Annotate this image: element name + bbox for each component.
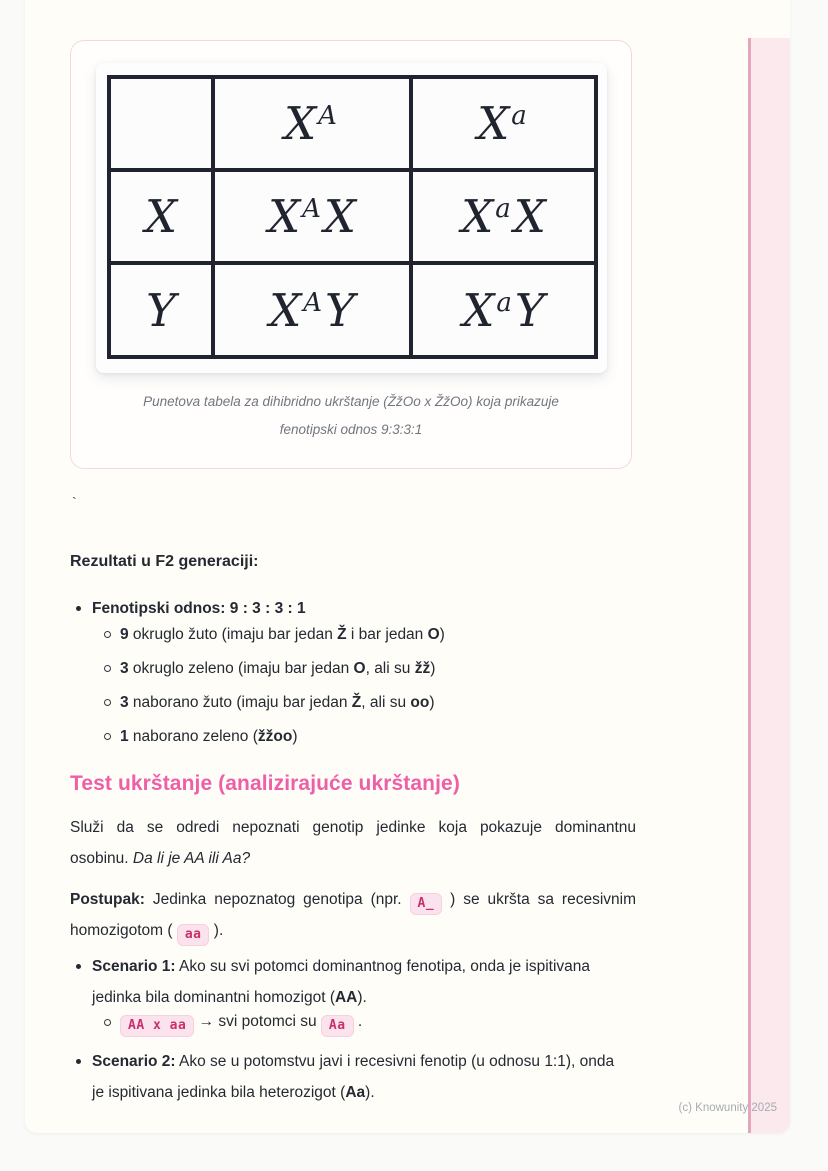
test-crossing-heading: Test ukrštanje (analizirajuće ukrštanje) [70, 772, 460, 795]
paragraph-line: osobinu. Da li je AA ili Aa? [70, 850, 251, 867]
document-page [25, 0, 790, 1133]
list-item-text: Scenario 2: Ako se u potomstvu javi i recesivni fenotip (u odnosu 1:1), onda [92, 1053, 615, 1070]
list-subitem [70, 726, 636, 748]
figure-card [70, 40, 632, 469]
list-subitem-text: 9 okruglo žuto (imaju bar jedan Ž i bar jedan O) [120, 626, 445, 643]
list-subitem [70, 692, 636, 714]
circle-bullet-icon [104, 699, 111, 706]
results-heading: Rezultati u F2 generaciji: [70, 553, 259, 570]
list-subitem-text: AA x aa → svi potomci su Aa . [120, 1008, 636, 1037]
punnett-cell-xAX: $X^AX$ [213, 170, 411, 263]
figure-caption-line2: fenotipski odnos 9:3:3:1 [279, 422, 423, 437]
punnett-table [107, 75, 598, 359]
list-item-text: Fenotipski odnos: 9 : 3 : 3 : 1 [92, 600, 306, 617]
table-row [109, 77, 596, 170]
bullet-icon [76, 1059, 81, 1064]
circle-bullet-icon [104, 631, 111, 638]
table-row [109, 170, 596, 263]
list-subitem-text: 3 okruglo zeleno (imaju bar jedan O, ali su žž) [120, 660, 436, 677]
circle-bullet-icon [104, 1019, 111, 1026]
list-item-text: Scenario 1: Ako su svi potomci dominantnog fenotipa, onda je ispitivana [92, 958, 591, 975]
list-item [70, 956, 636, 978]
list-subitem-text: 1 naborano zeleno (žžoo) [120, 728, 298, 745]
list-item [70, 598, 636, 620]
list-subitem [70, 1008, 636, 1037]
list-subitem [70, 624, 636, 646]
punnett-cell-xAY: $X^AY$ [213, 263, 411, 357]
list-item-text: je ispitivana jedinka bila heterozigot (Aa). [92, 1084, 375, 1101]
circle-bullet-icon [104, 733, 111, 740]
list-item-text: jedinka bila dominantni homozigot (AA). [92, 989, 367, 1006]
paragraph-line: homozigotom ( aa ). [70, 919, 636, 946]
punnett-cell-empty [109, 77, 213, 170]
punnett-cell-xa: $X^a$ [411, 77, 596, 170]
list-subitem-text: 3 naborano žuto (imaju bar jedan Ž, ali su oo) [120, 694, 435, 711]
list-item-continuation [70, 1082, 636, 1104]
stray-backtick: ` [72, 494, 77, 510]
list-item [70, 1051, 636, 1073]
bullet-icon [76, 606, 81, 611]
paragraph-line: Služi da se odredi nepoznati genotip jedinke koja pokazuje dominantnu [70, 819, 636, 836]
list-item-continuation [70, 987, 636, 1009]
paragraph-line: Postupak: Jedinka nepoznatog genotipa (npr. A_ ) se ukršta sa recesivnim [70, 888, 636, 915]
table-row [109, 263, 596, 357]
punnett-cell-xaY: $X^aY$ [411, 263, 596, 357]
punnett-cell-xaX: $X^aX$ [411, 170, 596, 263]
circle-bullet-icon [104, 665, 111, 672]
highlight-stripe [748, 38, 790, 1133]
bullet-icon [76, 964, 81, 969]
copyright-footer: (c) Knowunity 2025 [678, 1102, 777, 1114]
list-subitem [70, 658, 636, 680]
punnett-image-panel [96, 63, 607, 373]
punnett-cell-xA: $X^A$ [213, 77, 411, 170]
figure-caption [81, 388, 621, 444]
punnett-cell-X: X [109, 170, 213, 263]
punnett-cell-Y: Y [109, 263, 213, 357]
figure-caption-line1: Punetova tabela za dihibridno ukrštanje (ŽžOo x ŽžOo) koja prikazuje [143, 394, 559, 409]
